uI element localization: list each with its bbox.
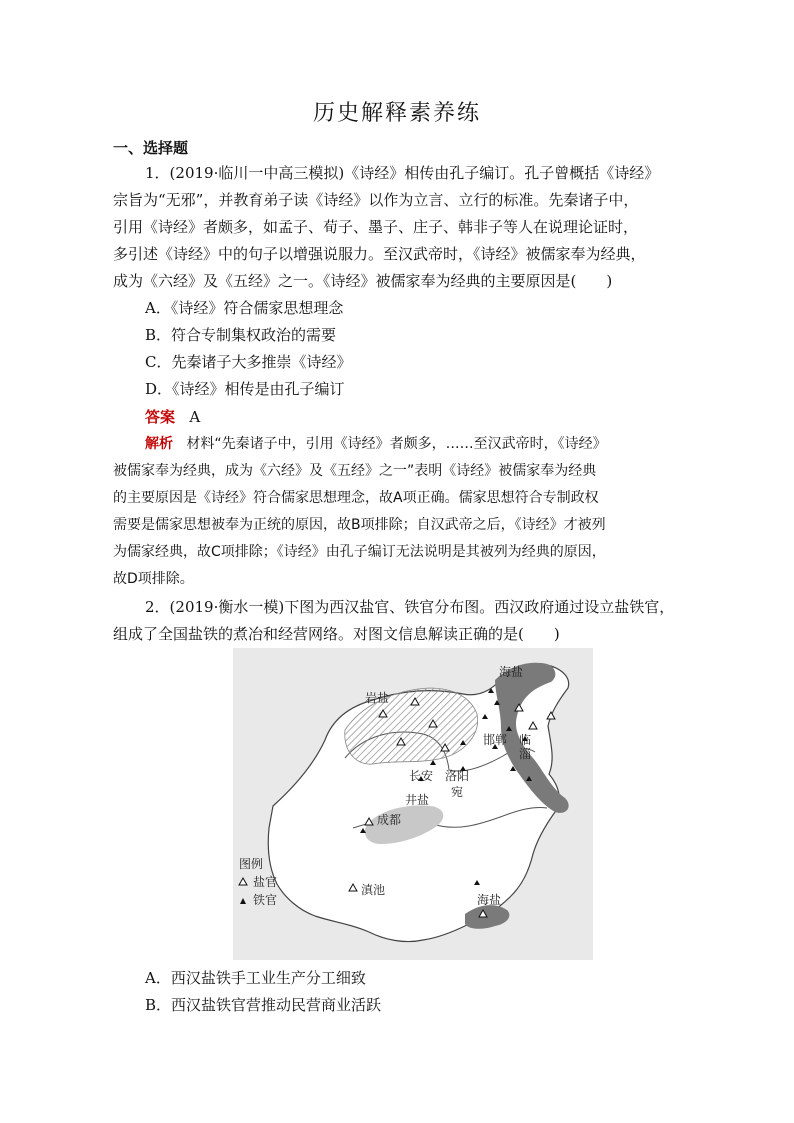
label-linzi-2: 淄 <box>519 747 532 761</box>
label-sea-salt-south: 海盐 <box>477 893 502 907</box>
q1-analysis-line-5: 为儒家经典，故C项排除；《诗经》由孔子编订无法说明是其被列为经典的原因， <box>113 544 606 560</box>
q2-option-a: A．西汉盐铁手工业生产分工细致 <box>145 969 366 987</box>
legend-salt-label: 盐官 <box>253 875 278 889</box>
label-linzi-1: 临 <box>519 733 532 747</box>
q2-option-b: B．西汉盐铁官营推动民营商业活跃 <box>145 996 382 1014</box>
answer-value: A <box>189 408 201 426</box>
analysis-label: 解析 <box>145 436 173 452</box>
q1-analysis-line-4: 需要是儒家思想被奉为正统的原因，故B项排除；自汉武帝之后，《诗经》才被列 <box>113 517 606 533</box>
q1-line-3: 引用《诗经》者颇多，如孟子、荀子、墨子、庄子、韩非子等人在说理论证时， <box>113 218 639 236</box>
label-luoyang: 洛阳 <box>445 769 470 783</box>
q1-option-c: C．先秦诸子大多推崇《诗经》 <box>145 353 352 371</box>
q1-analysis-line-1: 解析 材料“先秦诸子中，引用《诗经》者颇多，……至汉武帝时，《诗经》 <box>145 436 607 452</box>
label-wan: 宛 <box>451 785 464 799</box>
q2-line-1: 2．(2019·衡水一模)下图为西汉盐官、铁官分布图。西汉政府通过设立盐铁官， <box>145 598 675 616</box>
q1-answer <box>145 405 705 429</box>
page-title: 历史解释素养练 <box>312 101 481 126</box>
q1-line-5: 成为《六经》及《五经》之一。《诗经》被儒家奉为经典的主要原因是( ) <box>113 272 613 290</box>
label-well-salt: 井盐 <box>405 793 430 807</box>
q1-analysis-line-6: 故D项排除。 <box>113 571 194 587</box>
q1-option-a: A．《诗经》符合儒家思想理念 <box>145 299 344 317</box>
legend-title: 图例 <box>239 857 264 871</box>
q1-line-2: 宗旨为“无邪”，并教育弟子读《诗经》以作为立言、立行的标准。先秦诸子中， <box>113 191 639 209</box>
label-rock-salt: 岩盐 <box>365 691 390 705</box>
q1-line-4: 多引述《诗经》中的句子以增强说服力。至汉武帝时，《诗经》被儒家奉为经典， <box>113 245 646 263</box>
q2-line-2: 组成了全国盐铁的煮冶和经营网络。对图文信息解读正确的是( ) <box>113 625 560 643</box>
q1-analysis-line-3: 的主要原因是《诗经》符合儒家思想理念，故A项正确。儒家思想符合专制政权 <box>113 490 599 506</box>
salt-iron-map <box>233 648 593 960</box>
q1-option-b: B．符合专制集权政治的需要 <box>145 326 337 344</box>
label-dianchi: 滇池 <box>361 883 386 897</box>
q1-analysis-line-2: 被儒家奉为经典，成为《六经》及《五经》之一”表明《诗经》被儒家奉为经典 <box>113 463 597 479</box>
label-changan: 长安 <box>409 769 434 783</box>
section-heading: 一、选择题 <box>113 139 189 157</box>
answer-label: 答案 <box>145 408 176 426</box>
label-chengdu: 成都 <box>377 813 402 827</box>
label-handan: 邯郸 <box>483 733 508 747</box>
legend-iron-label: 铁官 <box>253 893 278 907</box>
label-sea-salt-north: 海盐 <box>499 665 524 679</box>
q1-option-d: D．《诗经》相传是由孔子编订 <box>145 380 345 398</box>
q1-line-1: 1．(2019·临川一中高三模拟)《诗经》相传由孔子编订。孔子曾概括《诗经》 <box>145 164 660 182</box>
